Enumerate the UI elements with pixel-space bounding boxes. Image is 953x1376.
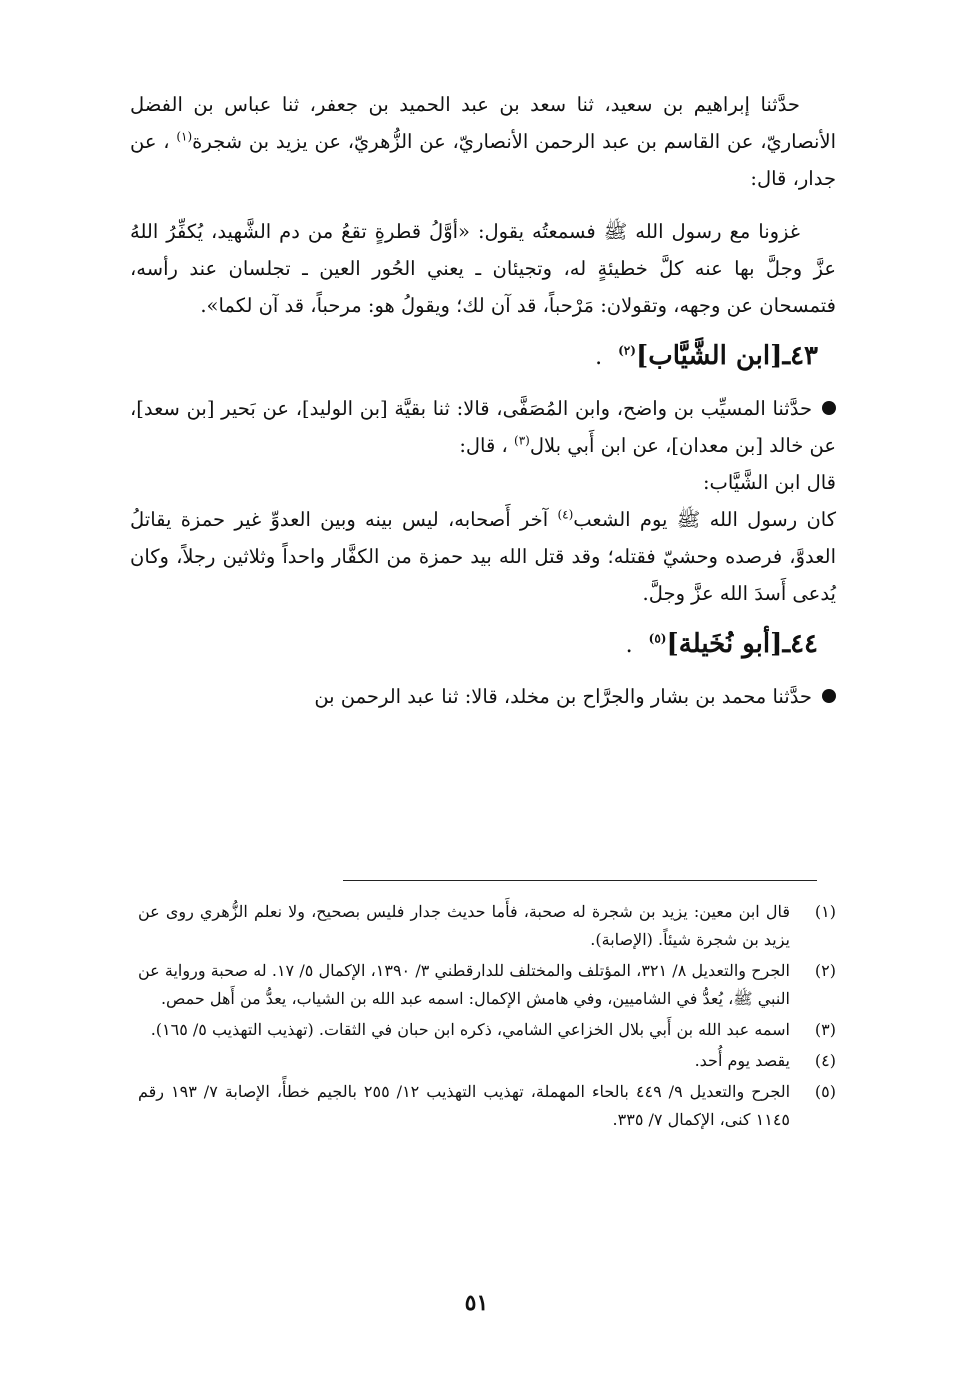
footnote-number: (٣)	[814, 1020, 836, 1039]
narrator-text-44: حدَّثنا محمد بن بشار والجرَّاح بن مخلد، قالا: ثنا عبد الرحمن بن	[314, 685, 812, 708]
footnote-text: يقصد يوم أُحد.	[694, 1051, 790, 1070]
footnote-text: الجرح والتعديل ٨/ ٣٢١، المؤتلف والمختلف للدارقطني ٣/ ١٣٩٠، الإكمال ٥/ ١٧. له صحبة ورواية عن النبي ﷺ، يُعدُّ في الشاميين، وفي هامش الإكمال: اسمه عبد الله بن الشياب، يعدُّ من أَهل حمص.	[138, 961, 790, 1008]
story-paragraph	[130, 501, 836, 612]
footnote-4	[138, 1047, 836, 1075]
entry-number-43: ٤٣ـ	[782, 341, 818, 371]
footnote-number: (١)	[814, 902, 836, 921]
footnote-ref-4[interactable]: (٤)	[557, 507, 574, 522]
footnotes	[138, 898, 836, 1137]
entry-heading-44	[130, 624, 836, 666]
footnote-divider	[343, 880, 817, 881]
heading-dot-43: .	[595, 345, 603, 370]
quote-label: قال ابن الشَّيَّاب:	[702, 471, 836, 494]
page-number: ٥١	[464, 1290, 489, 1316]
narrator-paragraph-44	[130, 678, 836, 715]
narrator-paragraph-43	[130, 390, 836, 464]
narrator-tail-43: ، قال:	[459, 434, 515, 457]
narrator-text-43: حدَّثنا المسيِّب بن واضح، وابن المُصَفَّى، قالا: ثنا بقيَّة [بن الوليد]، عن بَحير [بن سعد]، عن خالد [بن معدان]، عن ابن أَبي بلال	[130, 397, 836, 457]
intro-paragraph	[130, 86, 836, 197]
footnote-2	[138, 957, 836, 1013]
footnote-number: (٤)	[814, 1051, 836, 1070]
footnote-ref-5[interactable]: (٥)	[648, 631, 667, 646]
footnote-ref-2[interactable]: (٢)	[618, 343, 636, 358]
footnote-ref-1[interactable]: (١)	[176, 129, 193, 144]
entry-title-43: [ابن الشَّيَّاب]	[635, 341, 783, 371]
main-text	[130, 86, 836, 715]
entry-number-44: ٤٤ـ	[782, 629, 818, 659]
hadith-paragraph: غزونا مع رسول الله ﷺ فسمعتُه يقول: «أوَّلُ قطرةٍ تقعُ من دم الشَّهيد، يُكفِّرُ اللهُ عزَّ وجلَّ بها عنه كلَّ خطيئةٍ له، وتجيئان ـ يعني الحُور العين ـ تجلسان عند رأسه، فتمسحان عن وجهه، وتقولان: مَرْحباً، قد آن لك؛ ويقولُ هو: مرحباً، قد آن لكما».	[130, 220, 836, 317]
heading-dot-44: .	[625, 633, 633, 658]
entry-heading-43	[130, 336, 836, 378]
story-text-a: كان رسول الله ﷺ يوم الشعب	[573, 508, 836, 531]
footnote-text: اسمه عبد الله بن أَبي بلال الخزاعي الشامي، ذكره ابن حبان في الثقات. (تهذيب التهذيب ٥/ ١٦٥).	[150, 1020, 790, 1039]
entry-title-44: [أبو نُخَيلة]	[666, 629, 783, 659]
footnote-ref-3[interactable]: (٣)	[514, 433, 530, 448]
footnote-number: (٥)	[814, 1082, 836, 1101]
bullet-icon	[822, 689, 836, 703]
footnote-5	[138, 1078, 836, 1134]
story-text-b: آخر أَصحابه، ليس بينه وبين العدوِّ غير حمزة يقاتلُ العدوَّ، فرصده وحشيّ فقتله؛ وقد قتل الله بيد حمزة من الكفَّار واحداً وثلاثين رجلاً، وكان يُدعى أَسدَ الله عزَّ وجلَّ.	[130, 508, 836, 605]
footnote-1	[138, 898, 836, 954]
intro-text: حدَّثنا إبراهيم بن سعيد، ثنا سعد بن عبد الحميد بن جعفر، ثنا عباس بن الفضل الأنصاريّ، عن القاسم بن عبد الرحمن الأنصاريّ، عن الزُّهريّ، عن يزيد بن شجرة	[130, 93, 836, 153]
bullet-icon	[822, 401, 836, 415]
footnote-text: قال ابن معين: يزيد بن شجرة له صحبة، فأَما حديث جدار فليس بصحيح، ولا نعلم الزُّهري روى عن يزيد بن شجرة شيئاً. (الإصابة).	[138, 902, 790, 949]
footnote-text: الجرح والتعديل ٩/ ٤٤٩ بالحاء المهملة، تهذيب التهذيب ١٢/ ٢٥٥ بالجيم خطأً، الإصابة ٧/ ١٩٣ رقم ١١٤٥ كنى، الإكمال ٧/ ٣٣٥.	[138, 1082, 791, 1129]
footnote-3	[138, 1016, 836, 1044]
footnote-number: (٢)	[814, 961, 836, 980]
intro-tail: ، عن جدار، قال:	[130, 130, 836, 190]
